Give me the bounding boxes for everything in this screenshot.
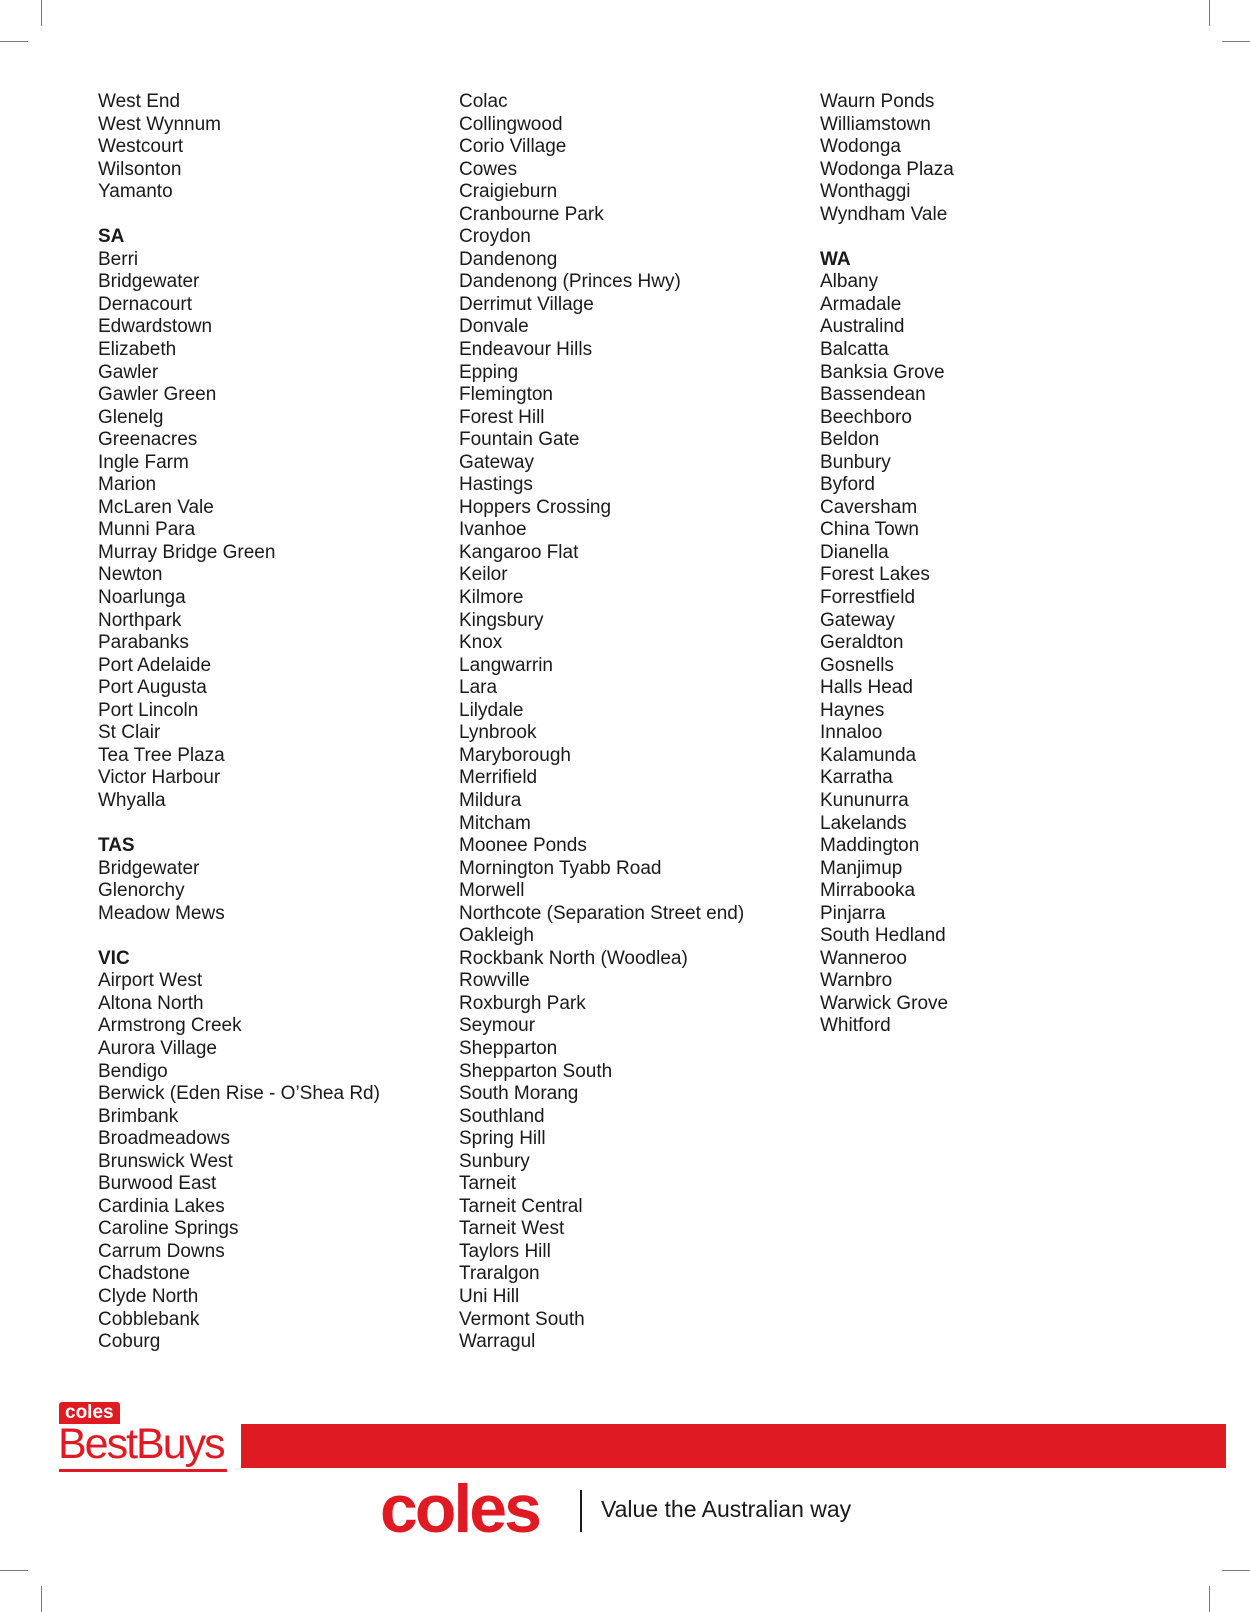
store-name: Kingsbury bbox=[459, 609, 544, 631]
store-name: Wodonga bbox=[820, 136, 901, 158]
store-column-1 bbox=[98, 91, 380, 1354]
store-name: Forrestfield bbox=[820, 587, 916, 609]
store-name: Bunbury bbox=[820, 451, 891, 473]
store-name: South Morang bbox=[459, 1083, 579, 1105]
logo-divider bbox=[580, 1490, 582, 1532]
store-name: Rockbank North (Woodlea) bbox=[459, 947, 688, 969]
tagline: Value the Australian way bbox=[601, 1496, 852, 1522]
store-name: Endeavour Hills bbox=[459, 339, 593, 361]
store-name: Albany bbox=[820, 271, 879, 293]
store-name: Cowes bbox=[459, 158, 518, 180]
store-name: Beechboro bbox=[820, 406, 912, 428]
store-name: Yamanto bbox=[98, 181, 173, 203]
store-name: Broadmeadows bbox=[98, 1128, 231, 1150]
store-name: Greenacres bbox=[98, 429, 198, 451]
store-column-2 bbox=[459, 91, 744, 1354]
state-heading: WA bbox=[820, 248, 851, 270]
store-name: Altona North bbox=[98, 992, 204, 1014]
store-name: Balcatta bbox=[820, 339, 889, 361]
store-name: Maryborough bbox=[459, 744, 571, 766]
store-name: Gawler bbox=[98, 361, 159, 383]
store-name: Berwick (Eden Rise - O’Shea Rd) bbox=[98, 1083, 380, 1105]
store-name: Mildura bbox=[459, 789, 522, 811]
store-name: Oakleigh bbox=[459, 925, 534, 947]
store-name: Parabanks bbox=[98, 632, 189, 654]
store-name: Forest Hill bbox=[459, 406, 545, 428]
store-name: Lilydale bbox=[459, 699, 524, 721]
store-name: Lynbrook bbox=[459, 722, 537, 744]
store-name: Wanneroo bbox=[820, 947, 907, 969]
crop-mark-bottom-right-h bbox=[1222, 1570, 1250, 1571]
store-name: Spring Hill bbox=[459, 1128, 546, 1150]
store-name: Pinjarra bbox=[820, 902, 886, 924]
store-name: Dandenong bbox=[459, 248, 558, 270]
store-name: Dernacourt bbox=[98, 293, 192, 315]
bestbuys-logo: BestBuys bbox=[58, 1420, 224, 1468]
store-name: Vermont South bbox=[459, 1308, 585, 1330]
store-name: Flemington bbox=[459, 384, 553, 406]
store-name: Kangaroo Flat bbox=[459, 541, 579, 563]
crop-mark-top-right-v bbox=[1209, 0, 1210, 26]
store-name: Port Lincoln bbox=[98, 699, 199, 721]
store-name: Carrum Downs bbox=[98, 1240, 225, 1262]
crop-mark-top-left-h bbox=[0, 41, 28, 42]
store-name: Halls Head bbox=[820, 677, 913, 699]
store-name: Bridgewater bbox=[98, 857, 200, 879]
store-name: Ingle Farm bbox=[98, 451, 189, 473]
store-name: Warwick Grove bbox=[820, 992, 949, 1014]
store-name: Mitcham bbox=[459, 812, 531, 834]
store-name: Gateway bbox=[459, 451, 534, 473]
store-name: Bendigo bbox=[98, 1060, 168, 1082]
state-heading: VIC bbox=[98, 947, 130, 969]
section-spacer bbox=[98, 813, 380, 836]
store-name: Wyndham Vale bbox=[820, 203, 948, 225]
store-name: Tarneit Central bbox=[459, 1195, 583, 1217]
crop-mark-bottom-right-v bbox=[1209, 1586, 1210, 1612]
store-name: Coburg bbox=[98, 1331, 161, 1353]
store-name: Hoppers Crossing bbox=[459, 496, 612, 518]
store-name: Marion bbox=[98, 474, 157, 496]
store-name: Munni Para bbox=[98, 519, 196, 541]
store-name: Wonthaggi bbox=[820, 181, 911, 203]
store-name: Craigieburn bbox=[459, 181, 558, 203]
store-name: Armadale bbox=[820, 293, 902, 315]
coles-badge-logo: coles bbox=[59, 1402, 120, 1424]
store-name: Wodonga Plaza bbox=[820, 158, 954, 180]
store-name: St Clair bbox=[98, 722, 161, 744]
crop-mark-bottom-left-h bbox=[0, 1570, 28, 1571]
crop-mark-top-left-v bbox=[41, 0, 42, 26]
store-name: Brimbank bbox=[98, 1105, 179, 1127]
store-name: Whyalla bbox=[98, 789, 166, 811]
store-name: Roxburgh Park bbox=[459, 992, 586, 1014]
store-name: McLaren Vale bbox=[98, 496, 214, 518]
store-name: Noarlunga bbox=[98, 587, 186, 609]
store-name: Berri bbox=[98, 248, 139, 270]
store-name: Brunswick West bbox=[98, 1150, 233, 1172]
store-name: Kununurra bbox=[820, 789, 909, 811]
store-name: Dianella bbox=[820, 541, 889, 563]
store-name: Murray Bridge Green bbox=[98, 541, 276, 563]
store-name: Uni Hill bbox=[459, 1285, 520, 1307]
store-name: Kalamunda bbox=[820, 744, 917, 766]
store-name: Northpark bbox=[98, 609, 182, 631]
store-name: Karratha bbox=[820, 767, 893, 789]
store-name: Mirrabooka bbox=[820, 880, 916, 902]
store-name: Seymour bbox=[459, 1015, 536, 1037]
store-name: Port Augusta bbox=[98, 677, 207, 699]
store-name: Glenorchy bbox=[98, 880, 185, 902]
store-name: Cobblebank bbox=[98, 1308, 200, 1330]
store-name: Langwarrin bbox=[459, 654, 553, 676]
store-name: Knox bbox=[459, 632, 503, 654]
store-name: Haynes bbox=[820, 699, 885, 721]
store-name: Elizabeth bbox=[98, 339, 177, 361]
store-name: Waurn Ponds bbox=[820, 91, 935, 112]
crop-mark-bottom-left-v bbox=[41, 1586, 42, 1612]
store-name: Banksia Grove bbox=[820, 361, 945, 383]
store-name: West End bbox=[98, 91, 181, 112]
store-name: Armstrong Creek bbox=[98, 1015, 242, 1037]
state-heading: TAS bbox=[98, 835, 135, 857]
store-column-3 bbox=[820, 91, 954, 1038]
store-name: Epping bbox=[459, 361, 519, 383]
store-name: Morwell bbox=[459, 880, 525, 902]
state-heading: SA bbox=[98, 226, 125, 248]
store-name: Colac bbox=[459, 91, 508, 112]
coles-logo: coles bbox=[380, 1471, 539, 1547]
store-name: Southland bbox=[459, 1105, 545, 1127]
store-name: Shepparton South bbox=[459, 1060, 613, 1082]
store-name: Glenelg bbox=[98, 406, 164, 428]
store-name: Maddington bbox=[820, 835, 920, 857]
store-name: Geraldton bbox=[820, 632, 904, 654]
store-name: Northcote (Separation Street end) bbox=[459, 902, 745, 924]
store-name: Rowville bbox=[459, 970, 530, 992]
store-name: Cranbourne Park bbox=[459, 203, 604, 225]
store-name: Donvale bbox=[459, 316, 529, 338]
store-name: Beldon bbox=[820, 429, 880, 451]
store-name: Traralgon bbox=[459, 1263, 540, 1285]
store-name: Burwood East bbox=[98, 1173, 217, 1195]
store-name: Port Adelaide bbox=[98, 654, 212, 676]
store-name: Mornington Tyabb Road bbox=[459, 857, 662, 879]
store-name: Caversham bbox=[820, 496, 918, 518]
store-name: Gosnells bbox=[820, 654, 894, 676]
crop-mark-top-right-h bbox=[1222, 41, 1250, 42]
store-name: Kilmore bbox=[459, 587, 524, 609]
bestbuys-underline bbox=[59, 1469, 227, 1472]
section-spacer bbox=[820, 226, 954, 249]
store-name: Sunbury bbox=[459, 1150, 530, 1172]
section-spacer bbox=[98, 925, 380, 948]
store-name: Whitford bbox=[820, 1015, 891, 1037]
store-name: Forest Lakes bbox=[820, 564, 930, 586]
store-name: Gawler Green bbox=[98, 384, 217, 406]
store-name: Fountain Gate bbox=[459, 429, 580, 451]
store-name: Keilor bbox=[459, 564, 508, 586]
red-brand-bar bbox=[241, 1424, 1226, 1468]
section-spacer bbox=[98, 204, 380, 227]
store-name: Cardinia Lakes bbox=[98, 1195, 225, 1217]
store-name: Taylors Hill bbox=[459, 1240, 551, 1262]
store-name: Meadow Mews bbox=[98, 902, 225, 924]
store-name: Manjimup bbox=[820, 857, 903, 879]
store-name: Aurora Village bbox=[98, 1037, 218, 1059]
store-name: Dandenong (Princes Hwy) bbox=[459, 271, 681, 293]
store-name: South Hedland bbox=[820, 925, 946, 947]
store-name: Victor Harbour bbox=[98, 767, 221, 789]
store-name: Australind bbox=[820, 316, 905, 338]
store-name: Ivanhoe bbox=[459, 519, 527, 541]
store-name: Wilsonton bbox=[98, 158, 182, 180]
store-name: Corio Village bbox=[459, 136, 567, 158]
store-name: Derrimut Village bbox=[459, 293, 594, 315]
store-name: Lakelands bbox=[820, 812, 907, 834]
store-name: Edwardstown bbox=[98, 316, 213, 338]
store-name: Warnbro bbox=[820, 970, 893, 992]
store-name: Caroline Springs bbox=[98, 1218, 239, 1240]
store-name: Innaloo bbox=[820, 722, 883, 744]
store-name: Tea Tree Plaza bbox=[98, 744, 225, 766]
store-name: China Town bbox=[820, 519, 919, 541]
store-name: Tarneit West bbox=[459, 1218, 565, 1240]
store-name: Byford bbox=[820, 474, 875, 496]
store-name: West Wynnum bbox=[98, 113, 222, 135]
store-name: Gateway bbox=[820, 609, 895, 631]
store-name: Merrifield bbox=[459, 767, 538, 789]
store-name: Bridgewater bbox=[98, 271, 200, 293]
store-name: Lara bbox=[459, 677, 498, 699]
store-name: Moonee Ponds bbox=[459, 835, 587, 857]
store-name: Tarneit bbox=[459, 1173, 517, 1195]
store-name: Hastings bbox=[459, 474, 533, 496]
store-name: Collingwood bbox=[459, 113, 563, 135]
store-name: Croydon bbox=[459, 226, 531, 248]
store-name: Williamstown bbox=[820, 113, 931, 135]
store-name: Warragul bbox=[459, 1331, 536, 1353]
store-name: Chadstone bbox=[98, 1263, 190, 1285]
store-name: Clyde North bbox=[98, 1285, 199, 1307]
store-name: Westcourt bbox=[98, 136, 184, 158]
store-name: Shepparton bbox=[459, 1037, 558, 1059]
store-name: Newton bbox=[98, 564, 163, 586]
store-name: Bassendean bbox=[820, 384, 926, 406]
store-name: Airport West bbox=[98, 970, 203, 992]
